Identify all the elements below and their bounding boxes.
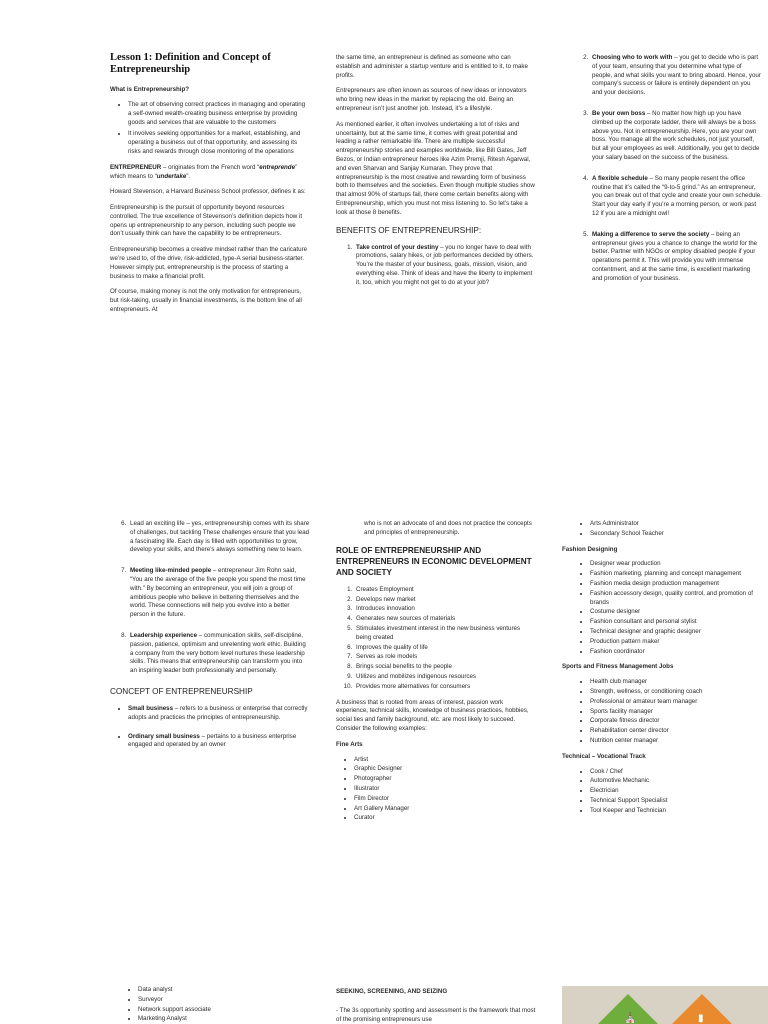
sports-list — [572, 678, 762, 746]
list-item: • Art Gallery Manager — [354, 805, 536, 814]
list-item: • Marketing Analyst — [138, 1015, 310, 1024]
list-item: 5. Making a difference to serve the society – being an entrepreneur gives you a chance to change the world for the better. Partner with NGOs or employ disabled people if your operations permit it. This will provide you with immense contentment, and at the same time, is excellent marketing and promotion of your business. — [590, 231, 762, 284]
roles-list — [336, 586, 536, 692]
list-item: • Cook / Chef — [590, 768, 762, 777]
list-item: • Health club manager — [590, 678, 762, 687]
list-item: • Nutrition center manager — [590, 737, 762, 746]
page-1 — [0, 0, 768, 470]
list-item: • Production pattern maker — [590, 638, 762, 647]
list-item: • Fashion consultant and personal stylist — [590, 618, 762, 627]
paragraph: Entrepreneurship becomes a creative mindset rather than the caricature we’re used to, of the drive, risk-addicted, type-A serial business-starter. However simply put, entrepreneurship is the process of starting a business to make a financial profit. — [110, 246, 308, 280]
paragraph: Howard Stevenson, a Harvard Business School professor, defines it as: — [110, 188, 306, 196]
definition-list — [110, 101, 310, 157]
benefits-list-continued — [572, 54, 762, 284]
page2-column-2 — [336, 520, 536, 962]
list-item: • Fashion coordinator — [590, 648, 762, 657]
lesson-title: Lesson 1: Definition and Concept of Entrepreneurship — [110, 52, 271, 76]
list-item: 8. Leadership experience – communication skills, self-discipline, passion, patience, optimism and unrelenting work ethic. Building a company from the very bottom level nurtures these leadership skills. This means that entrepreneurship can transform you into an inspiring leader both professionally and personally. — [128, 632, 310, 676]
sports-heading: Sports and Fitness Management Jobs — [562, 663, 674, 671]
paragraph: Entrepreneurship is the pursuit of opportunity beyond resources controlled. The true excellence of Stevenson’s definition depicts how it opens up entrepreneurship to any person, including such people we don’t usually think can have the capability to be entrepreneurs. — [110, 204, 303, 238]
list-item: • Electrician — [590, 787, 762, 796]
paragraph: who is not an advocate of and does not practice the concepts and principles of entrepreneurship. — [364, 520, 532, 536]
entrepreneur-origin: ENTREPRENEUR – originates from the French word “entreprende” which means to “undertake”. — [110, 163, 298, 180]
bank-icon: ⛪ — [624, 1013, 637, 1024]
what-is-heading: What is Entrepreneurship? — [110, 86, 190, 94]
list-item: 10. Provides more alternatives for consumers — [354, 683, 536, 692]
list-item: 9. Utilizes and mobilizes indigenous resources — [354, 673, 536, 682]
benefits-list-continued — [110, 520, 310, 676]
bar-chart-icon: ▮ — [698, 1013, 704, 1024]
list-item: • Film Director — [354, 795, 536, 804]
list-item: 4. A flexible schedule – So many people resent the office routine that it’s called the “9-to-5 grind.” As an entrepreneur, you can break out of that cycle and create your own schedule. Start your day early if you’re a morning person, or work past 12 if you are a midnight owl! — [590, 175, 762, 219]
tech-list — [572, 768, 762, 816]
list-item: • Arts Administrator — [590, 520, 762, 529]
page2-column-1 — [110, 520, 310, 962]
fashion-list — [572, 560, 762, 656]
list-item: • Data analyst — [138, 986, 310, 995]
list-item: 8. Brings social benefits to the people — [354, 663, 536, 672]
list-item: • Rehabilitation center director — [590, 727, 762, 736]
list-item: 1. Take control of your destiny – you no longer have to deal with promotions, salary hikes, or job performances decided by others. You’re the master of your business, goals, mission, vision, and everything else. Think of ideas and have the liberty to implement it, too, which you might not get to do at your job? — [354, 244, 536, 288]
infographic-image — [562, 986, 768, 1024]
list-item: • Tool Keeper and Technician — [590, 807, 762, 816]
paragraph: As mentioned earlier, it often involves undertaking a lot of risks and uncertainty, but at the same time, it comes with great potential and leading a rather remarkable life. There are multiple successful entrepreneurship stories and examples worldwide, like Bill Gates, Jeff Bezos, or Indian entrepreneur heroes like Azim Premji, Ritesh Agarwal, and even Sharvan and Sanjay Kumaran. They prove that entrepreneurship is the most creative and rewarding form of business both to themselves and the societies. Even though multiple studies show that almost 90% of startups fail, there come certain benefits along with Entrepreneurship, which you must not miss listening to. So let’s take a look at those 8 benefits. — [336, 120, 535, 216]
paragraph: - The 3s opportunity spotting and assessment is the framework that most of the promising entrepreneurs use — [336, 1006, 536, 1023]
list-item: • Photographer — [354, 775, 536, 784]
list-item: • Artist — [354, 756, 536, 765]
tech-list-continued — [120, 986, 310, 1024]
benefits-heading: BENEFITS OF ENTREPRENEURSHIP: — [336, 225, 482, 235]
list-item: • Network support associate — [138, 1006, 310, 1015]
page3-column-1 — [120, 986, 310, 1024]
list-item: 7. Serves as role models — [354, 653, 536, 662]
tech-heading: Technical – Vocational Track — [562, 752, 646, 760]
list-item: • Costume designer — [590, 608, 762, 617]
list-item: • Curator — [354, 814, 536, 823]
page2-column-3 — [562, 520, 762, 962]
fashion-heading: Fashion Designing — [562, 545, 618, 553]
list-item: • Technical Support Specialist — [590, 797, 762, 806]
list-item: • The art of observing correct practices in managing and operating a self-owned wealth-creating business enterprise by providing goods and services that are valuable to the customers — [128, 101, 310, 127]
list-item: 4. Generates new sources of materials — [354, 615, 536, 624]
list-item: • Secondary School Teacher — [590, 530, 762, 539]
page3-column-2 — [336, 988, 536, 1024]
list-item: • Ordinary small business – pertains to a business enterprise engaged and operated by an owner — [128, 733, 310, 751]
list-item: 1. Creates Employment — [354, 586, 536, 595]
list-item: • Technical designer and graphic designer — [590, 628, 762, 637]
list-item: • Graphic Designer — [354, 765, 536, 774]
arts-list-continued — [572, 520, 762, 539]
page1-column-2 — [336, 54, 536, 470]
paragraph: Entrepreneurs are often known as sources of new ideas or innovators who bring new ideas in the market by replacing the old. Being an entrepreneur isn’t just another job. Instead, it’s a lifestyle. — [336, 87, 527, 112]
list-item: 6. Lead an exciting life – yes, entrepreneurship comes with its share of challenges, but tackling These challenges ensure that you lead a fascinating life. Each day is filled with opportunities to grow, develop your skills, and there’s always something new to learn. — [128, 520, 310, 555]
concept-list — [110, 705, 310, 750]
role-heading: ROLE OF ENTREPRENEURSHIP AND ENTREPRENEURS IN ECONOMIC DEVELOPMENT AND SOCIETY — [336, 545, 532, 577]
fine-arts-heading: Fine Arts — [336, 740, 363, 748]
list-item: • Illustrator — [354, 785, 536, 794]
page1-column-3 — [572, 54, 762, 470]
page1-column-1 — [110, 52, 310, 470]
list-item: 2. Choosing who to work with – you get to decide who is part of your team, ensuring that you determine what type of people, and what skills you want to bring aboard. Hence, your company’s success or failure is entirely dependent on you and your decisions. — [590, 54, 762, 98]
list-item: • Designer wear production — [590, 560, 762, 569]
list-item: 3. Be your own boss – No matter how high up you have climbed up the corporate ladder, there will always be a boss above you. Not in entrepreneurship. Here, you are your own boss. You manage all the work schedules, not just yourself, but all your employees as well. Additionally, you get to decide your salary based on the success of the business. — [590, 110, 762, 163]
list-item: • Fashion marketing, planning and concept management — [590, 570, 762, 579]
benefits-list — [336, 244, 536, 288]
list-item: 7. Meeting like-minded people – entrepreneur Jim Rohn said, “You are the average of the five people you spend the most time with.” By becoming an entrepreneur, you will join a group of ambitious people who believe in bettering themselves and the world. These connections will help you evolve into a better person in the future. — [128, 567, 310, 620]
list-item: • Fashion media design production management — [590, 580, 762, 589]
paragraph: Of course, making money is not the only motivation for entrepreneurs, but risk-taking, usually in financial investments, is the bottom line of all entrepreneurs. At — [110, 288, 302, 314]
list-item: • Small business – refers to a business or enterprise that correctly adopts and practices the principles of entrepreneurship. — [128, 705, 310, 723]
paragraph: the same time, an entrepreneur is defined as someone who can establish and administer a startup venture and is entitled to it, to make profits. — [336, 54, 528, 79]
list-item: • Sports facility manager — [590, 708, 762, 717]
list-item: • Surveyor — [138, 996, 310, 1005]
concept-heading: CONCEPT OF ENTREPRENEURSHIP — [110, 686, 253, 696]
fine-arts-list — [336, 756, 536, 824]
list-item: • It involves seeking opportunities for a market, establishing, and operating a business out of that opportunity, and assessing its risks and rewards through close monitoring of the operations — [128, 130, 310, 156]
list-item: 3. Introduces innovation — [354, 605, 536, 614]
list-item: • Automotive Mechanic — [590, 777, 762, 786]
list-item: 2. Develops new market — [354, 596, 536, 605]
list-item: 5. Stimulates investment interest in the new business ventures being created — [354, 625, 536, 643]
list-item: • Professional or amateur team manager — [590, 698, 762, 707]
paragraph: A business that is rooted from areas of interest, passion work experience, technical skills, knowledge of business practices, hobbies, social ties and family background, etc. are most likely to succeed. Consider the following examples: — [336, 698, 529, 732]
list-item: 6. Improves the quality of life — [354, 644, 536, 653]
seeking-heading: SEEKING, SCREENING, AND SEIZING — [336, 988, 448, 995]
list-item: • Corporate fitness director — [590, 717, 762, 726]
list-item: • Strength, wellness, or conditioning coach — [590, 688, 762, 697]
list-item: • Fashion accessory design, quality control, and promotion of brands — [590, 590, 762, 608]
page-2 — [0, 502, 768, 962]
